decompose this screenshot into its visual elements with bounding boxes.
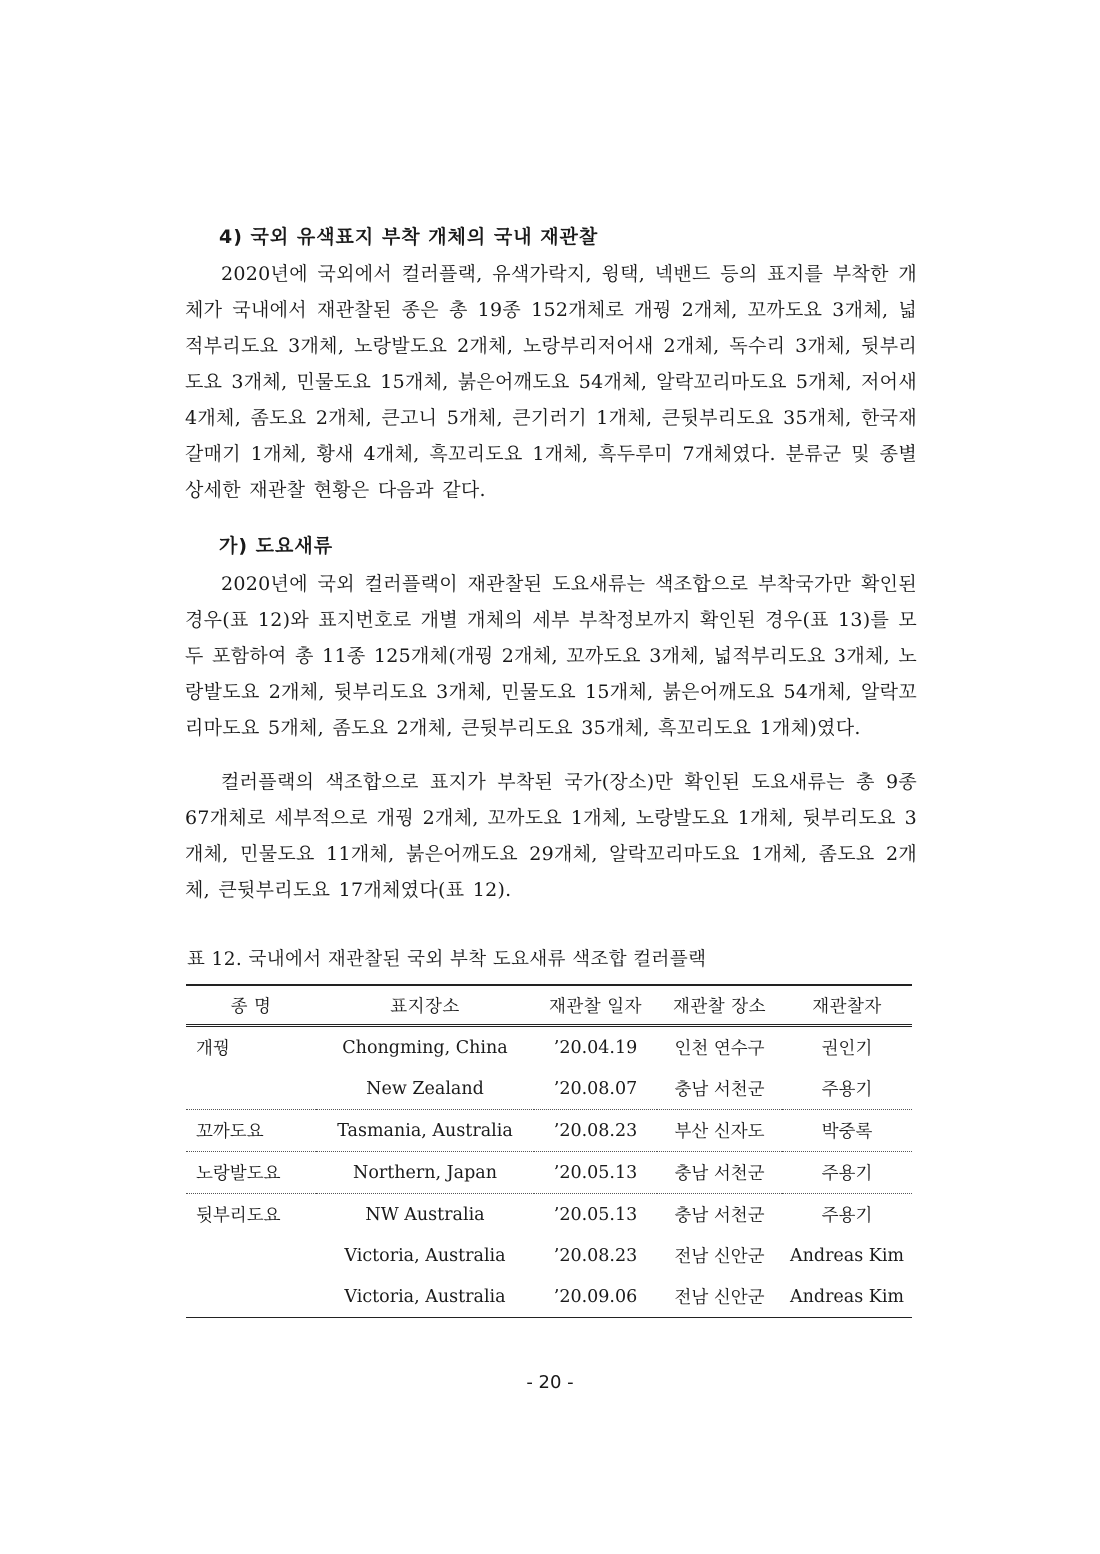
cell-band-site: Tasmania, Australia bbox=[316, 1110, 534, 1152]
cell-species: 개꿩 bbox=[196, 1039, 230, 1059]
cell-place: 전남 신안군 bbox=[674, 1247, 765, 1267]
cell-observer: 권인기 bbox=[821, 1039, 873, 1059]
header-species: 종 명 bbox=[186, 985, 316, 1026]
paragraph-shorebirds-color-combo: 컬러플랙의 색조합으로 표지가 부착된 국가(장소)만 확인된 도요새류는 총 9종 67개체로 세부적으로 개꿩 2개체, 꼬까도요 1개체, 노랑발도요 1개체, 뒷부리도요 3개체, 민물도요 11개체, 붉은어깨도요 29개체, 알락꼬리마도요 1개체, 좀도요 2개체, 큰뒷부리도요 17개체였다(표 12). bbox=[185, 771, 917, 901]
table-row bbox=[186, 1026, 912, 1069]
cell-band-site: NW Australia bbox=[316, 1194, 534, 1236]
table-row bbox=[186, 1068, 912, 1110]
table-row bbox=[186, 1194, 912, 1236]
cell-place: 인천 연수구 bbox=[674, 1039, 765, 1059]
cell-band-site: Chongming, China bbox=[342, 1037, 508, 1058]
paragraph-overview: 2020년에 국외에서 컬러플랙, 유색가락지, 윙택, 넥밴드 등의 표지를 부착한 개체가 국내에서 재관찰된 종은 총 19종 152개체로 개꿩 2개체, 꼬까도요 3개체, 넓적부리도요 3개체, 노랑발도요 2개체, 노랑부리저어새 2개체, 독수리 3개체, 뒷부리도요 3개체, 민물도요 15개체, 붉은어깨도요 54개체, 알락꼬리마도요 5개체, 저어새 4개체, 좀도요 2개체, 큰고니 5개체, 큰기러기 1개체, 큰뒷부리도요 35개체, 한국재갈매기 1개체, 황새 4개체, 흑꼬리도요 1개체, 흑두루미 7개체였다. 분류군 및 종별 상세한 재관찰 현황은 다음과 같다. bbox=[185, 263, 917, 501]
paragraph-shorebirds-total: 2020년에 국외 컬러플랙이 재관찰된 도요새류는 색조합으로 부착국가만 확인된 경우(표 12)와 표지번호로 개별 개체의 세부 부착정보까지 확인된 경우(표 13)를 모두 포함하여 총 11종 125개체(개꿩 2개체, 꼬까도요 3개체, 넓적부리도요 3개체, 노랑발도요 2개체, 뒷부리도요 3개체, 민물도요 15개체, 붉은어깨도요 54개체, 알락꼬리마도요 5개체, 좀도요 2개체, 큰뒷부리도요 35개체, 흑꼬리도요 1개체)였다. bbox=[185, 573, 917, 739]
table-row bbox=[186, 1110, 912, 1152]
table-row bbox=[186, 1152, 912, 1194]
cell-date: ’20.05.13 bbox=[534, 1152, 657, 1194]
cell-species bbox=[186, 1068, 316, 1110]
cell-place: 충남 서천군 bbox=[657, 1152, 782, 1194]
cell-band-site: Victoria, Australia bbox=[316, 1276, 534, 1318]
cell-place: 전남 신안군 bbox=[657, 1276, 782, 1318]
cell-date: ’20.09.06 bbox=[534, 1276, 657, 1318]
header-band-site: 표지장소 bbox=[316, 985, 534, 1026]
table-header-row bbox=[186, 985, 912, 1026]
cell-date: ’20.04.19 bbox=[553, 1037, 638, 1058]
cell-band-site: Victoria, Australia bbox=[344, 1245, 506, 1266]
cell-date: ’20.08.23 bbox=[553, 1245, 638, 1266]
cell-place: 충남 서천군 bbox=[674, 1080, 765, 1100]
header-place: 재관찰 장소 bbox=[657, 985, 782, 1026]
cell-observer: 박중록 bbox=[782, 1110, 912, 1152]
cell-species bbox=[186, 1235, 316, 1276]
subsection-heading: 가) 도요새류 bbox=[219, 535, 334, 557]
cell-species: 뒷부리도요 bbox=[186, 1194, 316, 1236]
cell-place: 충남 서천군 bbox=[657, 1194, 782, 1236]
header-observer: 재관찰자 bbox=[782, 985, 912, 1026]
cell-observer: 주용기 bbox=[782, 1152, 912, 1194]
cell-species: 노랑발도요 bbox=[186, 1152, 316, 1194]
table-row bbox=[186, 1235, 912, 1276]
cell-species bbox=[186, 1276, 316, 1318]
page-number: - 20 - bbox=[526, 1372, 574, 1393]
cell-species: 꼬까도요 bbox=[186, 1110, 316, 1152]
cell-observer: Andreas Kim bbox=[782, 1276, 912, 1318]
header-date: 재관찰 일자 bbox=[534, 985, 657, 1026]
cell-observer: 주용기 bbox=[821, 1080, 873, 1100]
resighting-table bbox=[186, 984, 912, 1318]
cell-date: ’20.08.23 bbox=[534, 1110, 657, 1152]
cell-observer: Andreas Kim bbox=[789, 1245, 905, 1266]
cell-date: ’20.05.13 bbox=[534, 1194, 657, 1236]
cell-observer: 주용기 bbox=[782, 1194, 912, 1236]
table-row bbox=[186, 1276, 912, 1318]
cell-band-site: New Zealand bbox=[366, 1078, 484, 1099]
cell-band-site: Northern, Japan bbox=[316, 1152, 534, 1194]
table-caption: 표 12. 국내에서 재관찰된 국외 부착 도요새류 색조합 컬러플랙 bbox=[187, 949, 707, 970]
cell-place: 부산 신자도 bbox=[657, 1110, 782, 1152]
cell-date: ’20.08.07 bbox=[553, 1078, 638, 1099]
section-heading: 4) 국외 유색표지 부착 개체의 국내 재관찰 bbox=[219, 226, 599, 248]
